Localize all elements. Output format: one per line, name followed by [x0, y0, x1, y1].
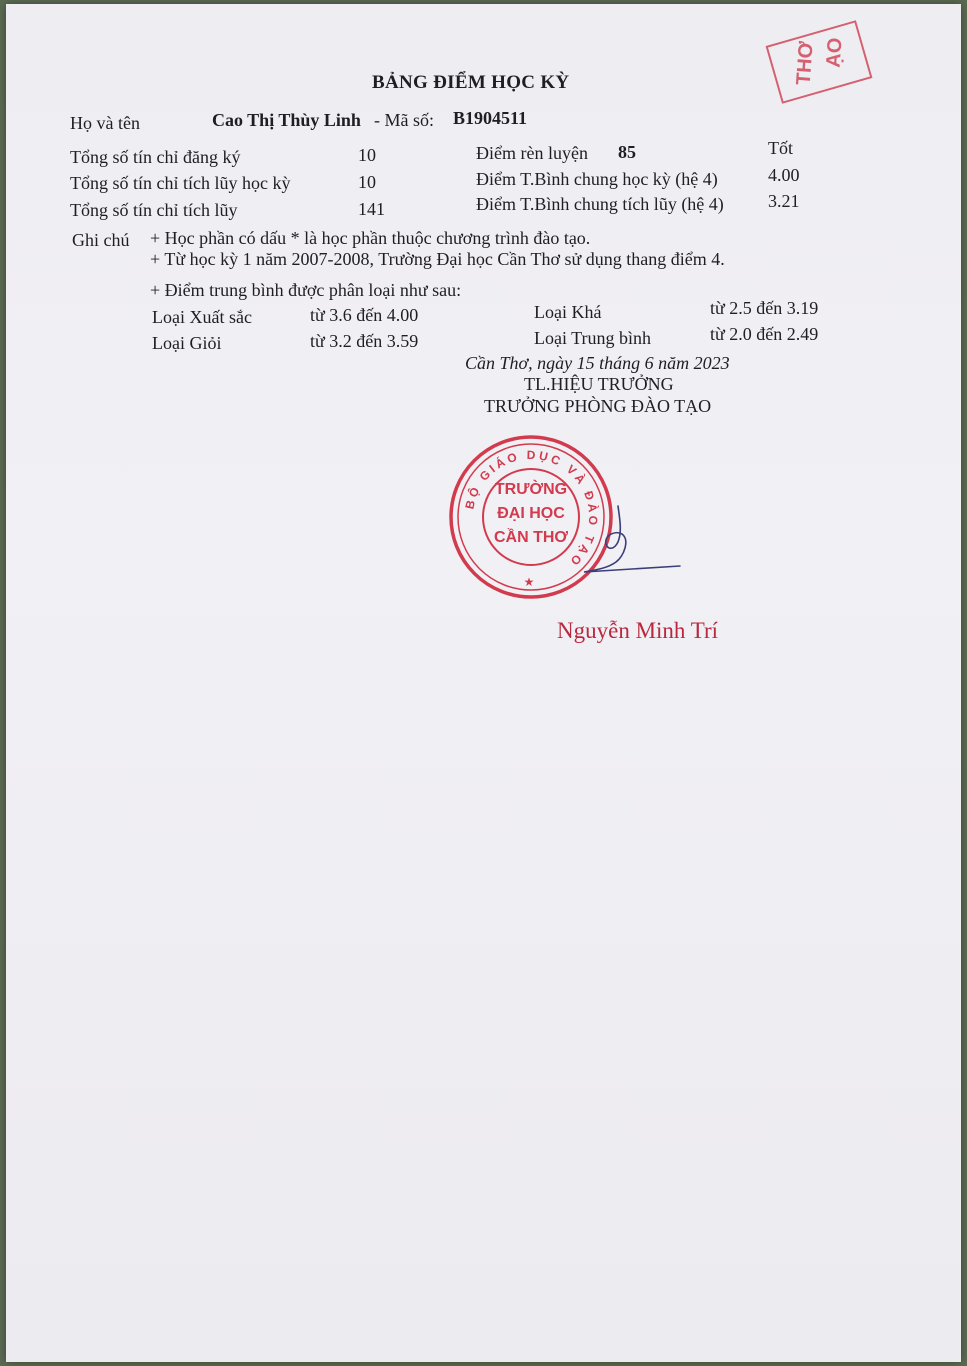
- registered-credits-value: 10: [358, 145, 376, 165]
- class-range-average: từ 2.0 đến 2.49: [710, 324, 819, 344]
- corner-stamp-text-1: THƠ: [792, 40, 818, 86]
- conduct-label: Điểm rèn luyện: [476, 143, 588, 163]
- seal-line-3: CẦN THƠ: [493, 529, 569, 546]
- conduct-value: 85: [618, 142, 636, 162]
- class-label-excellent: Loại Xuất sắc: [152, 307, 252, 327]
- class-label-good: Loại Giỏi: [152, 333, 222, 353]
- cumulative-gpa-label: Điểm T.Bình chung tích lũy (hệ 4): [476, 194, 724, 214]
- student-name: Cao Thị Thùy Linh: [212, 110, 361, 130]
- cumulative-gpa-value: 3.21: [768, 191, 800, 211]
- seal-line-2: ĐẠI HỌC: [497, 505, 565, 522]
- semester-gpa-label: Điểm T.Bình chung học kỳ (hệ 4): [476, 169, 718, 189]
- student-id: B1904511: [453, 108, 528, 128]
- semester-gpa-value: 4.00: [768, 165, 800, 185]
- class-range-good: từ 3.2 đến 3.59: [310, 331, 419, 351]
- seal-ring-text: BỘ GIÁO DỤC VÀ ĐÀO TẠO: [462, 447, 601, 571]
- student-id-label: - Mã số:: [374, 110, 434, 130]
- note-line-3: + Điểm trung bình được phân loại như sau:: [150, 280, 462, 300]
- signature-role-2: TRƯỞNG PHÒNG ĐÀO TẠO: [484, 396, 712, 416]
- class-range-fair: từ 2.5 đến 3.19: [710, 298, 819, 318]
- notes-label: Ghi chú: [72, 230, 130, 250]
- semester-accum-label: Tổng số tín chỉ tích lũy học kỳ: [70, 173, 291, 193]
- total-accum-label: Tổng số tín chỉ tích lũy: [70, 200, 238, 220]
- handwritten-signature: [560, 500, 690, 590]
- note-line-2: + Từ học kỳ 1 năm 2007-2008, Trường Đại học Cần Thơ sử dụng thang điểm 4.: [150, 249, 725, 269]
- seal-line-1: TRƯỜNG: [494, 481, 568, 498]
- class-label-fair: Loại Khá: [534, 302, 602, 322]
- signer-name: Nguyễn Minh Trí: [557, 618, 719, 643]
- document-title: BẢNG ĐIỂM HỌC KỲ: [372, 72, 570, 93]
- class-label-average: Loại Trung bình: [534, 328, 652, 348]
- conduct-rank: Tốt: [768, 138, 793, 158]
- class-range-excellent: từ 3.6 đến 4.00: [310, 305, 419, 325]
- note-line-1: + Học phần có dấu * là học phần thuộc chương trình đào tạo.: [150, 228, 591, 248]
- registered-credits-label: Tổng số tín chỉ đăng ký: [70, 147, 241, 167]
- seal-star-icon: ★: [523, 575, 535, 589]
- signature-role-1: TL.HIỆU TRƯỞNG: [524, 374, 674, 394]
- signature-date: Cần Thơ, ngày 15 tháng 6 năm 2023: [465, 353, 730, 373]
- corner-stamp-text-2: ẠO: [822, 36, 847, 69]
- total-accum-value: 141: [358, 199, 385, 219]
- semester-accum-value: 10: [358, 172, 376, 192]
- name-label: Họ và tên: [70, 113, 140, 133]
